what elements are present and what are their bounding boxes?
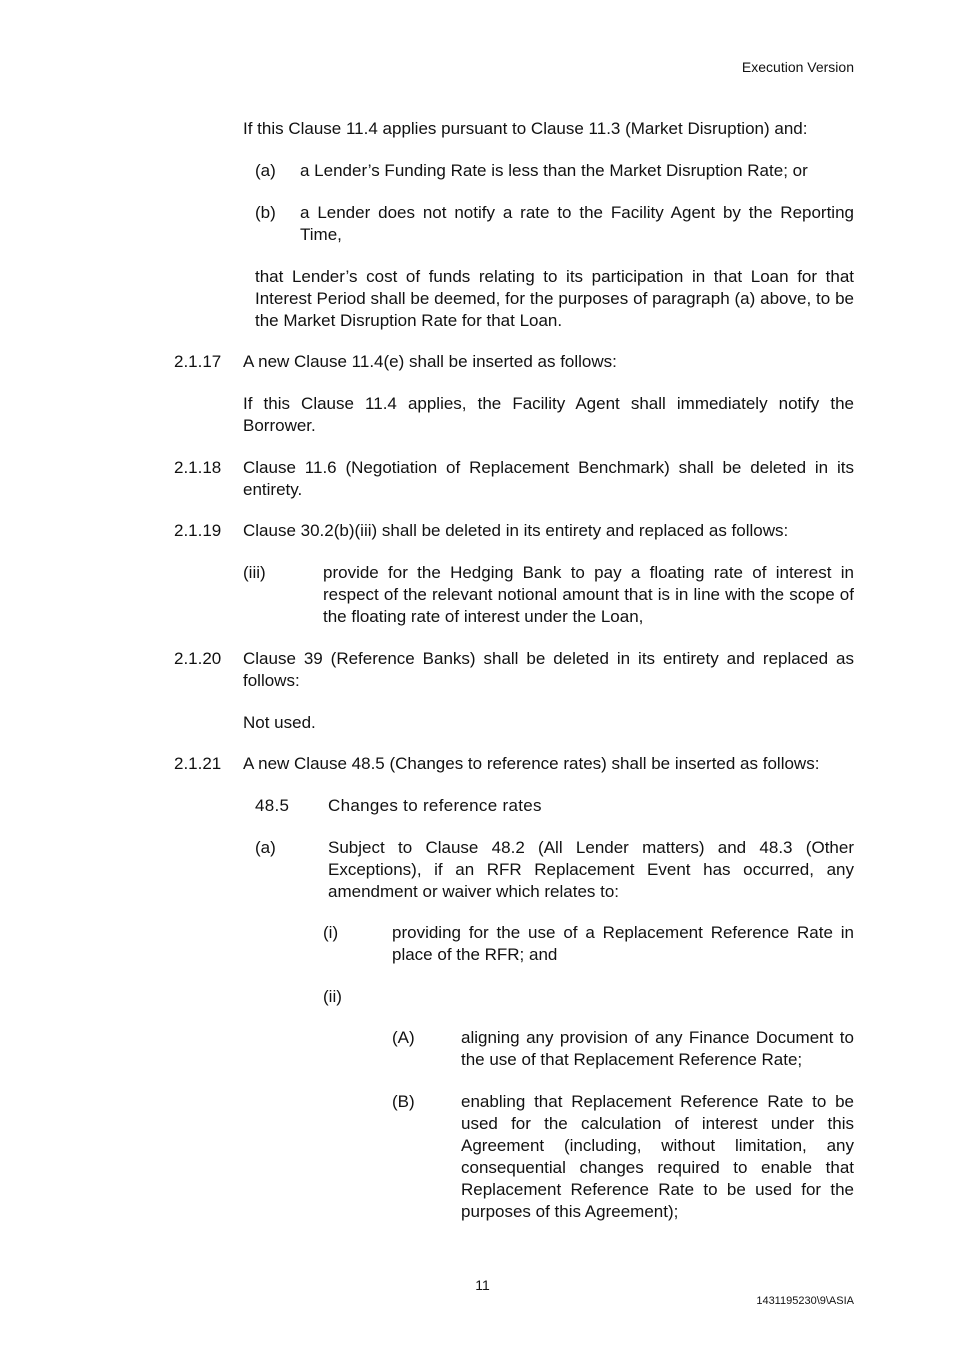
clause-number: 2.1.20 [174,649,222,668]
clause-text: A new Clause 48.5 (Changes to reference rates) shall be inserted as follows: [243,754,820,773]
sub-marker: (iii) [243,563,266,582]
para-ii-marker: (ii) [323,987,342,1006]
para-B-marker: (B) [392,1092,415,1111]
intro-item-a-text: a Lender’s Funding Rate is less than the Market Disruption Rate; or [300,161,808,180]
clause-number: 2.1.17 [174,352,222,371]
intro-continuation: that Lender’s cost of funds relating to its participation in that Loan for that Interest Period shall be deemed, for the purposes of paragraph (a) above, to be the Market Disruption Rate for that Loan. [255,267,854,330]
clause-number: 2.1.19 [174,521,222,540]
intro-item-b-text: a Lender does not notify a rate to the Facility Agent by the Reporting Time, [300,203,854,244]
para-i-text: providing for the use of a Replacement Reference Rate in place of the RFR; and [392,923,854,964]
inserted-heading-title: Changes to reference rates [328,796,542,815]
clause-text: Clause 30.2(b)(iii) shall be deleted in its entirety and replaced as follows: [243,521,789,540]
para-A-text: aligning any provision of any Finance Document to the use of that Replacement Reference Rate; [461,1028,854,1069]
para-B-text: enabling that Replacement Reference Rate to be used for the calculation of interest under this Agreement (including, without limitation, any consequential changes required to enable that Replacement Reference Rate to be used for the purposes of this Agreement); [461,1092,854,1221]
intro-item-a-marker: (a) [255,161,276,180]
page-number: 11 [475,1277,490,1293]
inserted-heading-number: 48.5 [255,796,290,815]
para-a-text: Subject to Clause 48.2 (All Lender matters) and 48.3 (Other Exceptions), if an RFR Replacement Event has occurred, any amendment or waiver which relates to: [328,838,854,901]
para-a-marker: (a) [255,838,276,857]
clause-text: Clause 11.6 (Negotiation of Replacement Benchmark) shall be deleted in its entirety. [243,458,854,499]
para-i-marker: (i) [323,923,339,942]
clause-insert: If this Clause 11.4 applies, the Facility Agent shall immediately notify the Borrower. [243,394,854,435]
clause-text: Clause 39 (Reference Banks) shall be deleted in its entirety and replaced as follows: [243,649,854,690]
document-reference: 1431195230\9\ASIA [756,1295,854,1307]
clause-text: A new Clause 11.4(e) shall be inserted as follows: [243,352,617,371]
sub-text: provide for the Hedging Bank to pay a floating rate of interest in respect of the relevant notional amount that is in line with the scope of the floating rate of interest under the Loan, [323,563,854,626]
clause-insert: Not used. [243,713,316,732]
para-A-marker: (A) [392,1028,415,1047]
clause-number: 2.1.18 [174,458,222,477]
clause-number: 2.1.21 [174,754,222,773]
intro-item-b-marker: (b) [255,203,276,222]
intro-paragraph: If this Clause 11.4 applies pursuant to Clause 11.3 (Market Disruption) and: [243,119,808,138]
header-version-label: Execution Version [741,59,854,75]
